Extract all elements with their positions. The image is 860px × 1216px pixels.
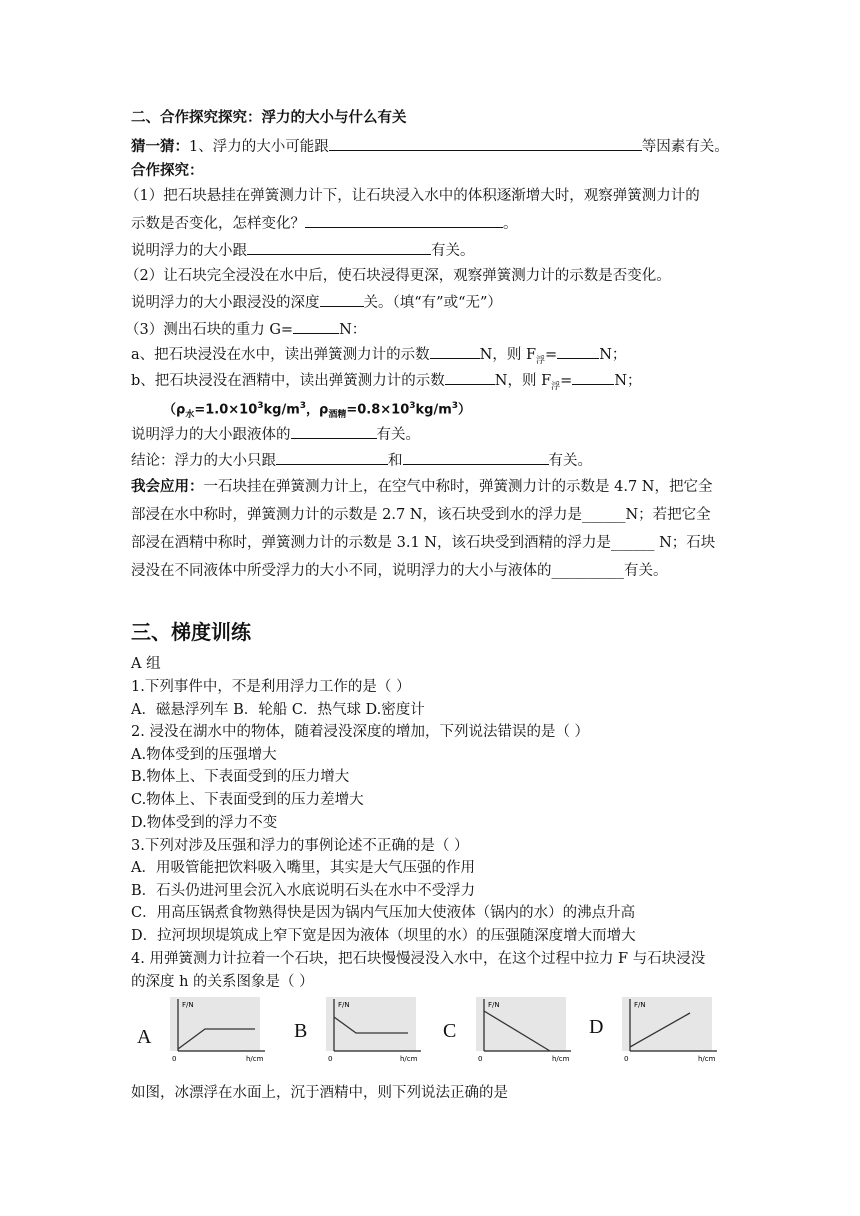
fill-blank[interactable]	[557, 344, 599, 359]
question-4-line-1: 4. 用弹簧测力计拉着一个石块，把石块慢慢浸没入水中，在这个过程中拉力 F 与石块浸没	[131, 951, 706, 967]
apply-line-2: 部浸在水中称时，弹簧测力计的示数是 2.7 N，该石块受到水的浮力是______N；若把它全	[131, 507, 711, 523]
question-2-option-a: A.物体受到的压强增大	[131, 747, 277, 763]
fill-blank[interactable]	[247, 240, 431, 255]
graph-d-label: D	[589, 1016, 604, 1038]
graph-b-origin: 0	[328, 1055, 333, 1063]
graph-c-label: C	[443, 1020, 457, 1042]
graph-b-label: B	[294, 1020, 308, 1042]
section-2-heading: 二、合作探究探究：浮力的大小与什么有关	[131, 110, 407, 126]
step-a-text: a、把石块浸没在水中，读出弹簧测力计的示数 N，则 $F_浮= N$；	[131, 344, 626, 371]
apply-line-4: 浸没在不同液体中所受浮力的大小不同，说明浮力的大小与液体的__________有关。	[131, 563, 668, 579]
fill-blank[interactable]	[293, 319, 339, 334]
fill-blank[interactable]	[430, 344, 480, 359]
fill-blank[interactable]	[291, 424, 377, 439]
step-b-text: b、把石块浸没在酒精中，读出弹簧测力计的示数 N，则 $F_浮= N$；	[131, 370, 642, 397]
density-note: （$\rho_水=1.0\times 10^3kg/m^3$，$\rho_{酒精}=0.8\times 10^3kg/m^3$）	[163, 401, 472, 420]
group-label: A 组	[131, 656, 161, 672]
graph-d-x-label: h/cm	[698, 1055, 716, 1063]
graph-a-x-label: h/cm	[246, 1055, 264, 1063]
question-3-option-b: B．石头仍进河里会沉入水底说明石头在水中不受浮力	[131, 883, 476, 899]
step-1-conclusion: 说明浮力的大小跟 有关。	[131, 240, 475, 261]
guess-line: 猜一猜：1、浮力的大小可能跟 等因素有关。	[131, 136, 729, 157]
step-2-conclusion: 说明浮力的大小跟浸没的深度 关。（填“有”或“无”）	[131, 292, 502, 313]
step-1-question: 示数是否变化，怎样变化？ 。	[131, 213, 518, 234]
graph-c-x-label: h/cm	[552, 1055, 570, 1063]
question-3-option-a: A．用吸管能把饮料吸入嘴里，其实是大气压强的作用	[131, 860, 475, 876]
explore-label: 合作探究：	[131, 163, 204, 179]
graph-b-x-label: h/cm	[400, 1055, 418, 1063]
fill-blank[interactable]	[403, 450, 549, 465]
section-3-heading: 三、梯度训练	[131, 620, 251, 644]
apply-line-1: 我会应用：一石块挂在弹簧测力计上，在空气中称时，弹簧测力计的示数是 4.7 N，把它全	[131, 479, 713, 495]
step-3-text: （3）测出石块的重力 G= N：	[125, 319, 366, 340]
fill-blank[interactable]	[329, 136, 642, 151]
fill-blank[interactable]	[276, 450, 388, 465]
step-2-text: （2）让石块完全浸没在水中后，使石块浸得更深，观察弹簧测力计的示数是否变化。	[125, 268, 671, 284]
graph-c	[466, 993, 581, 1065]
graph-c-origin: 0	[478, 1055, 483, 1063]
question-2-option-b: B.物体上、下表面受到的压力增大	[131, 769, 350, 785]
question-2: 2. 浸没在湖水中的物体，随着浸没深度的增加，下列说法错误的是（ ）	[131, 724, 590, 740]
graph-a	[160, 993, 275, 1065]
graph-d	[612, 993, 727, 1065]
question-3: 3.下列对涉及压强和浮力的事例论述不正确的是（ ）	[131, 838, 469, 854]
liquid-conclusion: 说明浮力的大小跟液体的 有关。	[131, 424, 420, 445]
step-1-text: （1）把石块悬挂在弹簧测力计下，让石块浸入水中的体积逐渐增大时，观察弹簧测力计的	[125, 188, 700, 204]
question-2-option-c: C.物体上、下表面受到的压力差增大	[131, 792, 364, 808]
question-5: 如图，冰漂浮在水面上，沉于酒精中，则下列说法正确的是	[131, 1085, 508, 1101]
question-4-line-2: 的深度 h 的关系图象是（ ）	[131, 974, 314, 990]
question-1: 1.下列事件中，不是利用浮力工作的是（ ）	[131, 679, 411, 695]
question-3-option-c: C．用高压锅煮食物熟得快是因为锅内气压加大使液体（锅内的水）的沸点升高	[131, 905, 636, 921]
graph-a-origin: 0	[172, 1055, 177, 1063]
graph-b	[316, 993, 431, 1065]
graph-a-label: A	[137, 1026, 152, 1048]
graph-c-y-label: F/N	[488, 1001, 500, 1009]
fill-blank[interactable]	[305, 213, 503, 228]
graph-a-y-label: F/N	[182, 1001, 194, 1009]
question-1-options: A．磁悬浮列车 B．轮船 C．热气球 D.密度计	[131, 702, 425, 718]
graph-d-y-label: F/N	[634, 1001, 646, 1009]
fill-blank[interactable]	[320, 292, 364, 307]
graph-d-origin: 0	[624, 1055, 629, 1063]
final-conclusion: 结论：浮力的大小只跟 和 有关。	[131, 450, 592, 471]
question-2-option-d: D.物体受到的浮力不变	[131, 815, 278, 831]
graph-b-y-label: F/N	[338, 1001, 350, 1009]
apply-line-3: 部浸在酒精中称时，弹簧测力计的示数是 3.1 N，该石块受到酒精的浮力是______ N；石块	[131, 535, 716, 551]
fill-blank[interactable]	[572, 370, 614, 385]
fill-blank[interactable]	[445, 370, 495, 385]
question-3-option-d: D．拉河坝坝堤筑成上窄下宽是因为液体（坝里的水）的压强随深度增大而增大	[131, 928, 636, 944]
